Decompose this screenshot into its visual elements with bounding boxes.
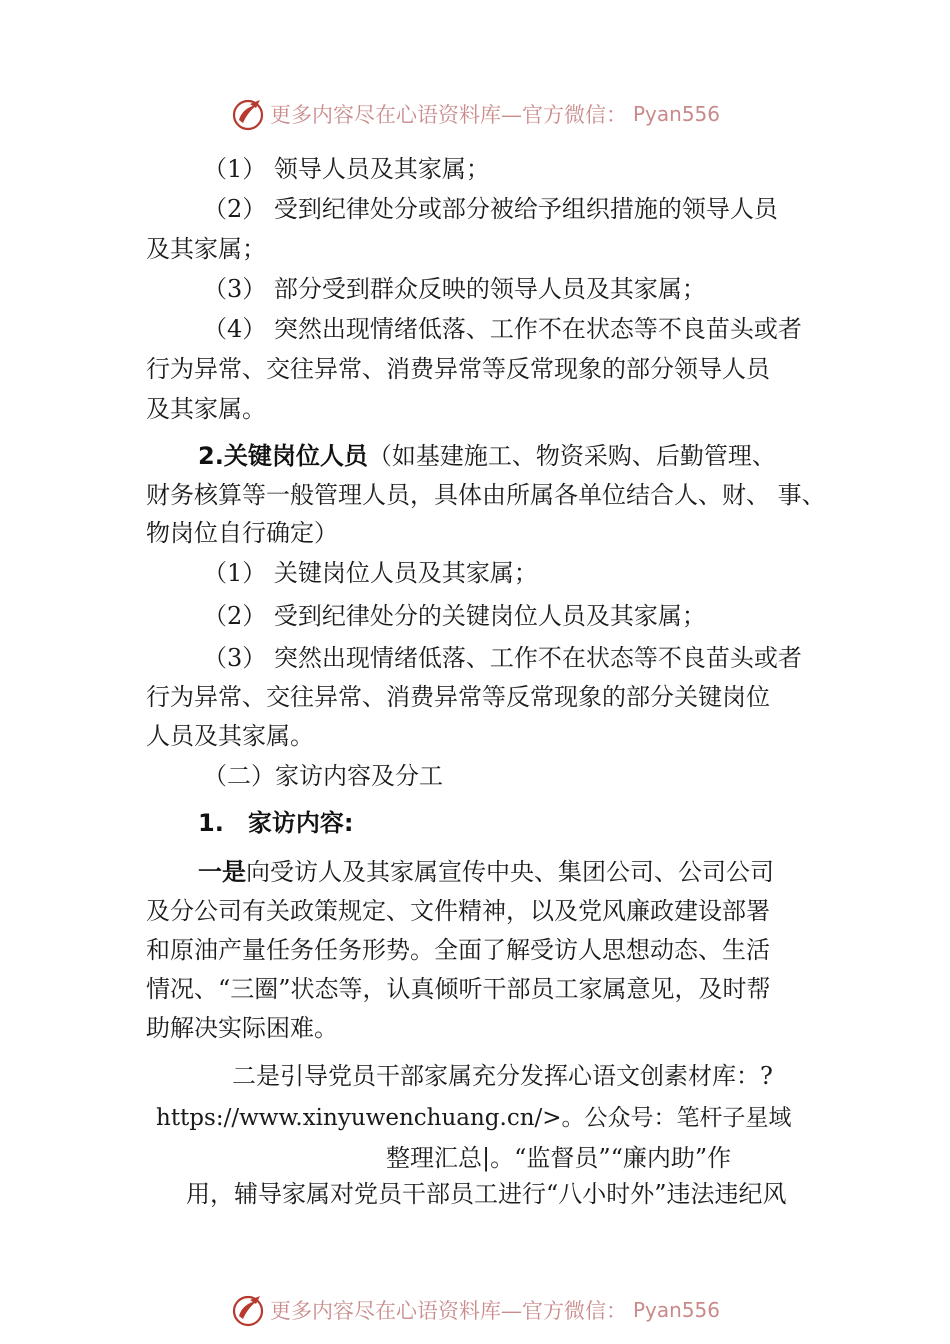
text-line: （2） 受到纪律处分或部分被给予组织措施的领导人员 — [203, 195, 778, 223]
brand-logo-icon — [230, 96, 266, 132]
text-line: 物岗位自行确定） — [146, 519, 338, 547]
text-line: 情况、“三圈”状态等，认真倾听干部员工家属意见，及时帮 — [146, 975, 771, 1003]
text-line: 一是向受访人及其家属宣传中央、集团公司、公司公司 — [198, 858, 774, 886]
section-heading-key-positions: 2.关键岗位人员（如基建施工、物资采购、后勤管理、 — [198, 442, 776, 470]
subheading-visit-content: 1. 家访内容: — [198, 809, 354, 837]
text-line: （3） 突然出现情绪低落、工作不在状态等不良苗头或者 — [203, 644, 802, 672]
text-line: （1） 领导人员及其家属； — [203, 155, 490, 183]
brand-logo-icon — [230, 1292, 266, 1328]
text-line: 和原油产量任务任务形势。全面了解受访人思想动态、生活 — [146, 936, 770, 964]
text-line: （1） 关键岗位人员及其家属； — [203, 559, 538, 587]
text-line: 及其家属； — [146, 235, 266, 263]
footer-wechat-id: Pyan556 — [633, 1298, 721, 1322]
text-line: 二是引导党员干部家属充分发挥心语文创素材库：? — [232, 1062, 773, 1090]
header-text: 更多内容尽在心语资料库—官方微信： — [270, 103, 627, 127]
text-line: 行为异常、交往异常、消费异常等反常现象的部分关键岗位 — [146, 683, 770, 711]
text-line: 助解决实际困难。 — [146, 1014, 338, 1042]
text-line: （4） 突然出现情绪低落、工作不在状态等不良苗头或者 — [203, 315, 802, 343]
header-banner — [230, 96, 720, 132]
section-heading-home-visit: （二）家访内容及分工 — [203, 762, 443, 790]
text-line: （3） 部分受到群众反映的领导人员及其家属； — [203, 275, 706, 303]
text-line: 及分公司有关政策规定、文件精神，以及党风廉政建设部署 — [146, 897, 770, 925]
text-line: 人员及其家属。 — [146, 722, 314, 750]
text-line: 整理汇总|。“监督员”“廉内助”作 — [386, 1144, 732, 1172]
footer-banner — [230, 1292, 720, 1328]
text-line: 及其家属。 — [146, 395, 266, 423]
header-wechat-id: Pyan556 — [633, 102, 721, 126]
footer-text: 更多内容尽在心语资料库—官方微信： — [270, 1299, 627, 1323]
text-line: 用，辅导家属对党员干部员工进行“八小时外”违法违纪风 — [186, 1180, 787, 1208]
text-line: （2） 受到纪律处分的关键岗位人员及其家属； — [203, 602, 706, 630]
text-line: 财务核算等一般管理人员，具体由所属各单位结合人、财、 事、 — [146, 481, 826, 509]
text-line-url: https://www.xinyuwenchuang.cn/>。公众号：笔杆子星域 — [156, 1105, 792, 1131]
text-line: 行为异常、交往异常、消费异常等反常现象的部分领导人员 — [146, 355, 770, 383]
